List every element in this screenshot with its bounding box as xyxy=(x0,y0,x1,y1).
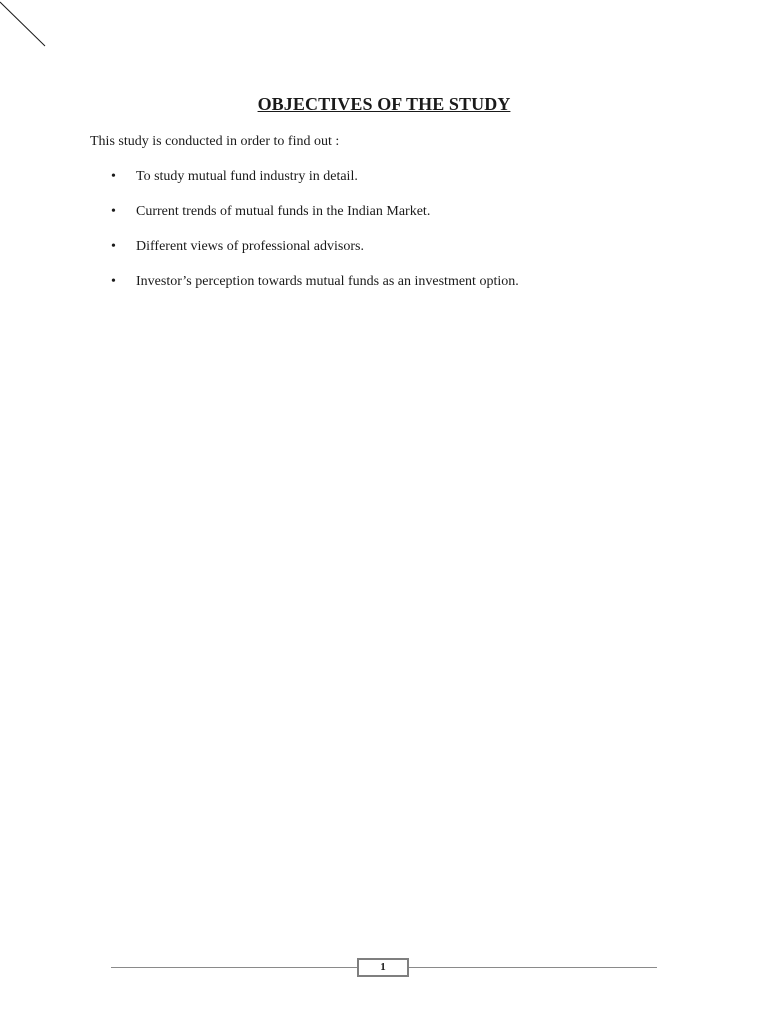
bullet-icon: • xyxy=(111,204,116,219)
list-item xyxy=(0,238,519,273)
bullet-icon: • xyxy=(111,274,116,289)
list-item xyxy=(0,203,519,238)
list-item-text: Different views of professional advisors. xyxy=(136,239,364,254)
list-item-text: Investor’s perception towards mutual funds as an investment option. xyxy=(136,274,519,289)
corner-crop-mark xyxy=(0,0,50,50)
bullet-icon: • xyxy=(111,169,116,184)
list-item-text: Current trends of mutual funds in the Indian Market. xyxy=(136,204,431,219)
document-title: OBJECTIVES OF THE STUDY xyxy=(257,94,511,114)
page-number: 1 xyxy=(357,958,409,977)
objectives-list xyxy=(0,168,519,308)
list-item xyxy=(0,168,519,203)
intro-text: This study is conducted in order to find out : xyxy=(90,134,340,149)
list-item xyxy=(0,273,519,308)
list-item-text: To study mutual fund industry in detail. xyxy=(136,169,358,184)
bullet-icon: • xyxy=(111,239,116,254)
